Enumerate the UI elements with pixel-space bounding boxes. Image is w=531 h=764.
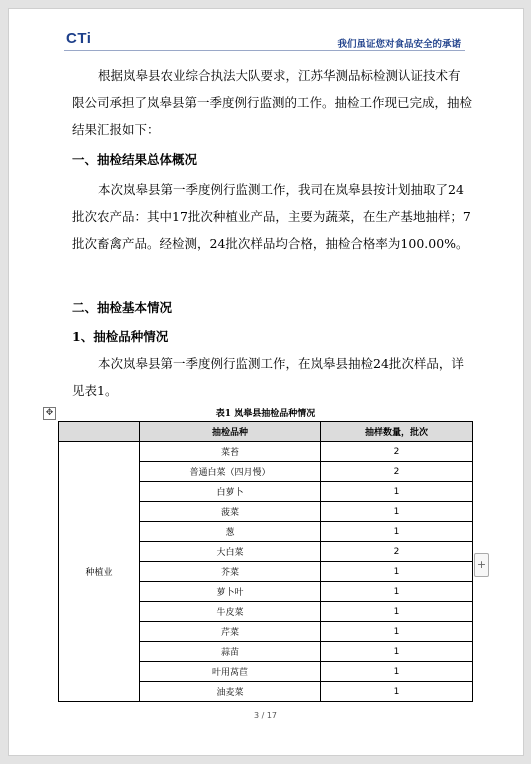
item-cell: 牛皮菜 xyxy=(140,602,321,622)
table-caption: 表1 岚皋县抽检品种情况 xyxy=(215,409,316,419)
intro-paragraph: 根据岚皋县农业综合执法大队要求，江苏华测品标检测认证技术有限公司承担了岚皋县第一季度例行监测的工作。抽检工作现已完成，抽检结果汇报如下： xyxy=(72,68,473,137)
count-cell: 2 xyxy=(321,462,473,482)
table-body xyxy=(59,442,473,702)
count-cell: 1 xyxy=(321,622,473,642)
item-cell: 萝卜叶 xyxy=(140,582,321,602)
count-cell: 1 xyxy=(321,682,473,702)
item-cell: 大白菜 xyxy=(140,542,321,562)
count-cell: 1 xyxy=(321,522,473,542)
count-cell: 2 xyxy=(321,542,473,562)
item-cell: 普通白菜（四月慢） xyxy=(140,462,321,482)
count-cell: 1 xyxy=(321,582,473,602)
page-number: 3 / 17 xyxy=(253,711,278,720)
table-header-item: 抽检品种 xyxy=(140,422,321,442)
table-header-count: 抽样数量，批次 xyxy=(321,422,473,442)
category-cell: 种植业 xyxy=(59,442,140,702)
item-cell: 芥菜 xyxy=(140,562,321,582)
table-row xyxy=(59,442,473,462)
section2-1-heading: 1、抽检品种情况 xyxy=(72,329,169,344)
section1-paragraph: 本次岚皋县第一季度例行监测工作，我司在岚皋县按计划抽取了24批次农产品：其中17批次种植业产品，主要为蔬菜，在生产基地抽样；7批次畜禽产品。经检测，24批次样品均合格，抽检合格率为100.00%。 xyxy=(72,182,471,251)
item-cell: 菠菜 xyxy=(140,502,321,522)
sample-variety-table xyxy=(58,421,473,702)
item-cell: 芹菜 xyxy=(140,622,321,642)
count-cell: 1 xyxy=(321,662,473,682)
table-move-handle-icon[interactable]: ✥ xyxy=(43,407,56,420)
section2-heading: 二、抽检基本情况 xyxy=(72,300,173,315)
header-slogan: 我们虽证您对食品安全的承诺 xyxy=(337,39,461,50)
section2-1-paragraph: 本次岚皋县第一季度例行监测工作，在岚皋县抽检24批次样品，详见表1。 xyxy=(72,356,464,398)
table-header-row xyxy=(59,422,473,442)
item-cell: 蒜苗 xyxy=(140,642,321,662)
company-logo: CTi xyxy=(66,30,92,47)
item-cell: 叶用莴苣 xyxy=(140,662,321,682)
count-cell: 1 xyxy=(321,562,473,582)
section1-heading: 一、抽检结果总体概况 xyxy=(72,152,198,167)
count-cell: 1 xyxy=(321,602,473,622)
item-cell: 油麦菜 xyxy=(140,682,321,702)
add-button[interactable]: + xyxy=(474,553,489,577)
count-cell: 1 xyxy=(321,502,473,522)
item-cell: 白萝卜 xyxy=(140,482,321,502)
table-header-blank xyxy=(59,422,140,442)
header-divider xyxy=(64,50,465,51)
count-cell: 1 xyxy=(321,642,473,662)
item-cell: 葱 xyxy=(140,522,321,542)
item-cell: 菜苔 xyxy=(140,442,321,462)
count-cell: 2 xyxy=(321,442,473,462)
count-cell: 1 xyxy=(321,482,473,502)
